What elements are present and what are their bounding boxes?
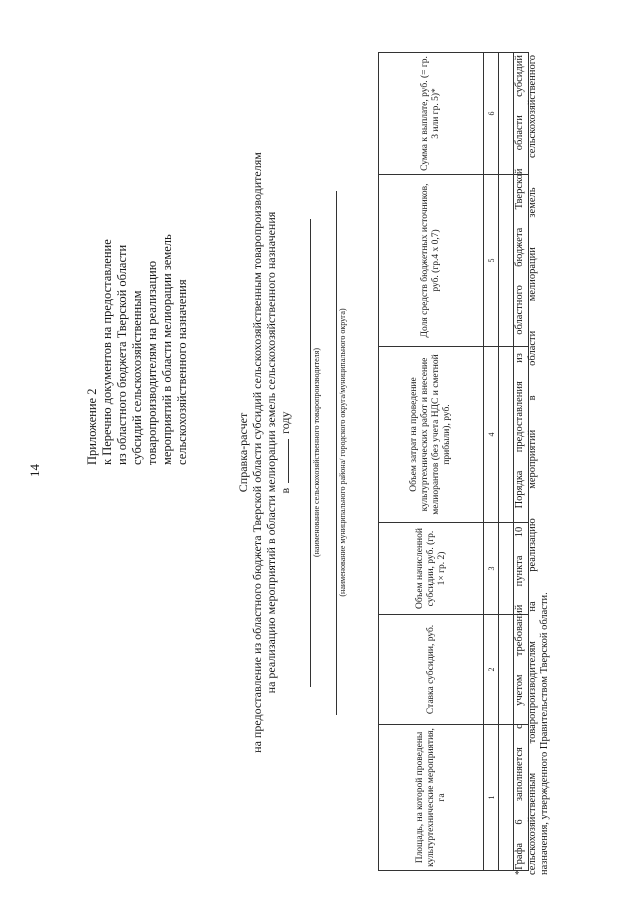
appendix-line: к Перечню документов на предоставление: [100, 239, 114, 465]
table-cell: [499, 523, 514, 615]
appendix-line: из областного бюджета Тверской области: [115, 244, 129, 465]
table-cell: [499, 725, 514, 871]
document-title: Справка-расчет: [236, 412, 250, 493]
appendix-line: Приложение 2: [85, 388, 99, 465]
table-cell: [499, 347, 514, 523]
table-header-cell: Объем затрат на проведение культуртехнических работ и внесение мелиорантов (без учета НДС и сметной прибыли), руб.: [379, 347, 484, 523]
table-header-cell: Сумма к выплате, руб. (= гр. 3 или гр. 5)*: [379, 53, 484, 175]
appendix-line: субсидий сельскохозяйственным: [130, 290, 144, 465]
appendix-line: мероприятий в области мелиорации земель: [160, 234, 174, 465]
column-number: 2: [484, 615, 499, 725]
document-subtitle-line: на реализацию мероприятий в области мелиорации земель сельскохозяйственного назначения: [264, 211, 278, 694]
table-header-row: [379, 53, 484, 871]
footnote-line: *Графа 6 заполняется с учетом требований пункта 10 Порядка предоставления из областного бюджета Тверской области субсидий: [514, 55, 525, 875]
year-prefix: в: [278, 487, 292, 494]
appendix-line: сельскохозяйственного назначения: [175, 279, 189, 465]
column-number: 4: [484, 347, 499, 523]
table-cell: [499, 53, 514, 175]
year-line: [279, 0, 293, 905]
document-subtitle-line: на предоставление из областного бюджета Тверской области субсидий сельскохозяйственным товаропроизводителям: [250, 152, 264, 753]
table-cell: [499, 175, 514, 347]
producer-name-line: [310, 219, 311, 687]
table-header-cell: Площадь, на которой проведены культуртехнические мероприятия, га: [379, 725, 484, 871]
district-name-line: [336, 191, 337, 715]
footnote: [514, 55, 552, 875]
table-header-cell: Ставка субсидии, руб.: [379, 615, 484, 725]
footnote-line: назначения, утвержденного Правительством Тверской области.: [539, 592, 550, 875]
table-header-cell: Объем начисленной субсидии, руб. (гр. 1× гр. 2): [379, 523, 484, 615]
producer-caption: (наименование сельскохозяйственного товаропроизводителя): [312, 347, 321, 558]
table-cell: [499, 615, 514, 725]
table-number-row: [484, 53, 499, 871]
district-caption: (наименование муниципального района/ городского округа/муниципального округа): [338, 308, 347, 597]
table-row: [499, 53, 514, 871]
table-header-cell: Доля средств бюджетных источников, руб. (гр.4 х 0,7): [379, 175, 484, 347]
page-number: 14: [27, 464, 42, 477]
column-number: 5: [484, 175, 499, 347]
appendix-line: товаропроизводителям на реализацию: [145, 260, 159, 465]
footnote-line: сельскохозяйственным товаропроизводителям на реализацию мероприятий в области мелиорации земель сельскохозяйственного: [526, 55, 538, 875]
year-suffix: году: [278, 411, 292, 434]
calculation-table: [378, 52, 529, 871]
column-number: 3: [484, 523, 499, 615]
year-blank: [288, 439, 289, 483]
appendix-block: [85, 105, 190, 465]
column-number: 1: [484, 725, 499, 871]
column-number: 6: [484, 53, 499, 175]
